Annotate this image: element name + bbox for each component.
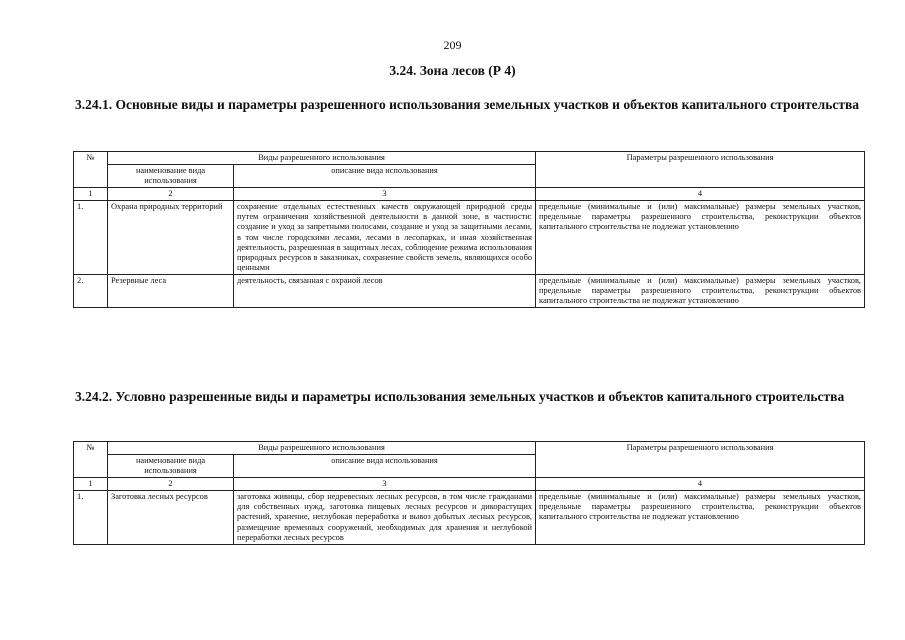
column-index-row	[74, 188, 865, 201]
table-header-row	[74, 152, 865, 165]
column-index: 4	[536, 188, 865, 201]
number-header: №	[74, 442, 108, 478]
use-description-header: описание вида использования	[234, 455, 536, 478]
table-row	[74, 274, 865, 307]
use-name-header: наименование вида использования	[108, 455, 234, 478]
use-description: деятельность, связанная с охраной лесов	[234, 274, 536, 307]
use-name: Заготовка лесных ресурсов	[108, 491, 234, 544]
number-header: №	[74, 152, 108, 188]
use-description: сохранение отдельных естественных качеств окружающей природной среды путем ограничения хозяйственной деятельности в данной зоне, в частности: создание и уход за запретными полосами, создание и уход за защитными лесами, в том числе городскими лесами, лесами в лесопарках, и иная хозяйственная деятельность, разрешенная в защитных лесах, соблюдение режима использования природных ресурсов в заказниках, сохранение свойств земель, являющихся особо ценными	[234, 201, 536, 275]
use-name: Резервные леса	[108, 274, 234, 307]
use-name: Охрана природных территорий	[108, 201, 234, 275]
column-index-row	[74, 478, 865, 491]
table-row	[74, 201, 865, 275]
column-index: 1	[74, 188, 108, 201]
table-row	[74, 491, 865, 544]
conditional-uses-table	[73, 441, 865, 545]
subsection-title-conditional-uses: 3.24.2. Условно разрешенные виды и параметры использования земельных участков и объектов капитального строительства	[75, 389, 845, 404]
permitted-uses-header: Виды разрешенного использования	[108, 152, 536, 165]
parameters-header: Параметры разрешенного использования	[536, 152, 865, 188]
column-index: 3	[234, 188, 536, 201]
row-number: 1.	[74, 201, 108, 275]
use-description-header: описание вида использования	[234, 165, 536, 188]
table-header-row	[74, 442, 865, 455]
use-description: заготовка живицы, сбор недревесных лесных ресурсов, в том числе гражданами для собственных нужд, заготовка пищевых лесных ресурсов и дикорастущих растений, хранение, неглубокая переработка и вывоз добытых лесных ресурсов, размещение временных сооружений, необходимых для хранения и неглубокой переработки лесных ресурсов	[234, 491, 536, 544]
use-parameters: предельные (минимальные и (или) максимальные) размеры земельных участков, предельные параметры разрешенного строительства, реконструкции объектов капитального строительства не подлежат установлению	[536, 274, 865, 307]
row-number: 1.	[74, 491, 108, 544]
section-title: 3.24. Зона лесов (Р 4)	[389, 63, 516, 78]
use-parameters: предельные (минимальные и (или) максимальные) размеры земельных участков, предельные параметры разрешенного строительства, реконструкции объектов капитального строительства не подлежат установлению	[536, 201, 865, 275]
permitted-uses-header: Виды разрешенного использования	[108, 442, 536, 455]
column-index: 4	[536, 478, 865, 491]
column-index: 3	[234, 478, 536, 491]
column-index: 2	[108, 478, 234, 491]
column-index: 1	[74, 478, 108, 491]
row-number: 2.	[74, 274, 108, 307]
use-parameters: предельные (минимальные и (или) максимальные) размеры земельных участков, предельные параметры разрешенного строительства, реконструкции объектов капитального строительства не подлежат установлению	[536, 491, 865, 544]
parameters-header: Параметры разрешенного использования	[536, 442, 865, 478]
main-uses-table	[73, 151, 865, 308]
use-name-header: наименование вида использования	[108, 165, 234, 188]
column-index: 2	[108, 188, 234, 201]
page-number: 209	[443, 38, 462, 52]
subsection-title-main-uses: 3.24.1. Основные виды и параметры разрешенного использования земельных участков и объектов капитального строительства	[75, 97, 860, 112]
